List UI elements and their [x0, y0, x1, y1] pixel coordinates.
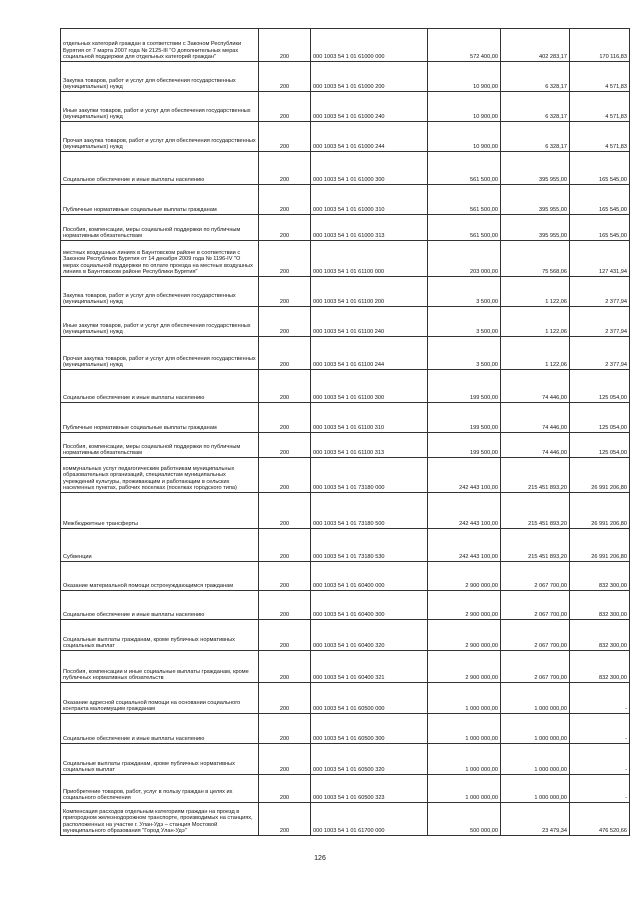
- row-code-cell: 200: [259, 92, 311, 122]
- row-code-cell: 200: [259, 591, 311, 620]
- row-approved-amount-cell: 242 443 100,00: [428, 529, 501, 562]
- row-remaining-amount-cell: 832 300,00: [570, 620, 630, 651]
- table-row: [61, 714, 630, 744]
- row-executed-amount-cell: 2 067 700,00: [501, 620, 570, 651]
- row-approved-amount-cell: 561 500,00: [428, 152, 501, 185]
- row-remaining-amount-cell: 165 545,00: [570, 185, 630, 215]
- row-name-cell: Публичные нормативные социальные выплаты гражданам: [61, 185, 259, 215]
- row-name-cell: Пособия, компенсации, меры социальной поддержки по публичным нормативным обязательствам: [61, 433, 259, 458]
- row-name-cell: Публичные нормативные социальные выплаты гражданам: [61, 403, 259, 433]
- row-code-cell: 200: [259, 562, 311, 591]
- row-executed-amount-cell: 23 479,34: [501, 803, 570, 836]
- row-classification-cell: 000 1003 54 1 01 60500 000: [311, 683, 428, 714]
- table-row: [61, 185, 630, 215]
- row-executed-amount-cell: 215 451 893,20: [501, 529, 570, 562]
- row-code-cell: 200: [259, 714, 311, 744]
- row-classification-cell: 000 1003 54 1 01 61700 000: [311, 803, 428, 836]
- row-executed-amount-cell: 215 451 893,20: [501, 493, 570, 529]
- row-classification-cell: 000 1003 54 1 01 61000 300: [311, 152, 428, 185]
- row-executed-amount-cell: 2 067 700,00: [501, 562, 570, 591]
- row-classification-cell: 000 1003 54 1 01 61100 200: [311, 277, 428, 307]
- row-name-cell: Межбюджетные трансферты: [61, 493, 259, 529]
- table-row: [61, 122, 630, 152]
- row-code-cell: 200: [259, 493, 311, 529]
- row-code-cell: 200: [259, 803, 311, 836]
- table-row: [61, 775, 630, 803]
- row-name-cell: Компенсация расходов отдельным категориям граждан на проезд в пригородном железнодорожном транспорте, производимых на станциях, расположенных на участке г. Улан-Удэ – станция Мостовой муниципального образования "Город Улан-Удэ": [61, 803, 259, 836]
- table-row: [61, 433, 630, 458]
- row-classification-cell: 000 1003 54 1 01 61000 310: [311, 185, 428, 215]
- row-code-cell: 200: [259, 152, 311, 185]
- row-approved-amount-cell: 242 443 100,00: [428, 458, 501, 493]
- table-row: [61, 493, 630, 529]
- row-name-cell: Пособия, компенсации и иные социальные выплаты гражданам, кроме публичных нормативных обязательств: [61, 651, 259, 683]
- row-classification-cell: 000 1003 54 1 01 61100 244: [311, 337, 428, 370]
- row-code-cell: 200: [259, 403, 311, 433]
- row-remaining-amount-cell: 125 054,00: [570, 433, 630, 458]
- row-remaining-amount-cell: 2 377,94: [570, 307, 630, 337]
- row-approved-amount-cell: 2 900 000,00: [428, 620, 501, 651]
- table-row: [61, 92, 630, 122]
- row-remaining-amount-cell: 26 991 206,80: [570, 529, 630, 562]
- table-row: [61, 620, 630, 651]
- row-name-cell: Субвенции: [61, 529, 259, 562]
- row-approved-amount-cell: 2 900 000,00: [428, 651, 501, 683]
- row-name-cell: Социальное обеспечение и иные выплаты населению: [61, 152, 259, 185]
- row-executed-amount-cell: 2 067 700,00: [501, 651, 570, 683]
- row-executed-amount-cell: 75 568,06: [501, 241, 570, 277]
- row-remaining-amount-cell: 170 116,83: [570, 29, 630, 62]
- row-approved-amount-cell: 199 500,00: [428, 403, 501, 433]
- row-remaining-amount-cell: -: [570, 775, 630, 803]
- row-remaining-amount-cell: 125 054,00: [570, 403, 630, 433]
- table-row: [61, 307, 630, 337]
- row-classification-cell: 000 1003 54 1 01 61100 240: [311, 307, 428, 337]
- row-classification-cell: 000 1003 54 1 01 60400 321: [311, 651, 428, 683]
- row-remaining-amount-cell: 832 300,00: [570, 562, 630, 591]
- row-name-cell: Иные закупки товаров, работ и услуг для обеспечения государственных (муниципальных) нужд: [61, 92, 259, 122]
- table-row: [61, 152, 630, 185]
- row-code-cell: 200: [259, 370, 311, 403]
- row-classification-cell: 000 1003 54 1 01 61100 310: [311, 403, 428, 433]
- row-code-cell: 200: [259, 651, 311, 683]
- row-remaining-amount-cell: 832 300,00: [570, 591, 630, 620]
- row-executed-amount-cell: 1 122,06: [501, 337, 570, 370]
- table-row: [61, 403, 630, 433]
- row-executed-amount-cell: 1 122,06: [501, 277, 570, 307]
- row-executed-amount-cell: 1 000 000,00: [501, 683, 570, 714]
- row-remaining-amount-cell: -: [570, 714, 630, 744]
- row-approved-amount-cell: 2 900 000,00: [428, 562, 501, 591]
- row-executed-amount-cell: 2 067 700,00: [501, 591, 570, 620]
- row-executed-amount-cell: 1 122,06: [501, 307, 570, 337]
- row-name-cell: Приобретение товаров, работ, услуг в пользу граждан в целях их социального обеспечения: [61, 775, 259, 803]
- row-name-cell: Закупка товаров, работ и услуг для обеспечения государственных (муниципальных) нужд: [61, 277, 259, 307]
- row-name-cell: Пособия, компенсации, меры социальной поддержки по публичным нормативным обязательствам: [61, 215, 259, 241]
- row-remaining-amount-cell: 4 571,83: [570, 62, 630, 92]
- table-row: [61, 277, 630, 307]
- row-approved-amount-cell: 1 000 000,00: [428, 683, 501, 714]
- row-code-cell: 200: [259, 744, 311, 775]
- row-executed-amount-cell: 6 328,17: [501, 92, 570, 122]
- row-executed-amount-cell: 1 000 000,00: [501, 775, 570, 803]
- row-code-cell: 200: [259, 683, 311, 714]
- row-remaining-amount-cell: 2 377,94: [570, 337, 630, 370]
- row-approved-amount-cell: 199 500,00: [428, 370, 501, 403]
- row-remaining-amount-cell: 2 377,94: [570, 277, 630, 307]
- row-approved-amount-cell: 3 500,00: [428, 307, 501, 337]
- row-code-cell: 200: [259, 529, 311, 562]
- row-approved-amount-cell: 2 900 000,00: [428, 591, 501, 620]
- row-executed-amount-cell: 74 446,00: [501, 403, 570, 433]
- row-classification-cell: 000 1003 54 1 01 60400 000: [311, 562, 428, 591]
- row-name-cell: Социальные выплаты гражданам, кроме публичных нормативных социальных выплат: [61, 744, 259, 775]
- row-classification-cell: 000 1003 54 1 01 61100 300: [311, 370, 428, 403]
- row-executed-amount-cell: 1 000 000,00: [501, 744, 570, 775]
- table-row: [61, 29, 630, 62]
- table-row: [61, 651, 630, 683]
- row-code-cell: 200: [259, 122, 311, 152]
- table-row: [61, 803, 630, 836]
- row-classification-cell: 000 1003 54 1 01 61000 313: [311, 215, 428, 241]
- row-remaining-amount-cell: 4 571,83: [570, 122, 630, 152]
- table-row: [61, 62, 630, 92]
- table-row: [61, 215, 630, 241]
- row-remaining-amount-cell: 476 520,66: [570, 803, 630, 836]
- row-remaining-amount-cell: 26 991 206,80: [570, 458, 630, 493]
- row-code-cell: 200: [259, 185, 311, 215]
- row-classification-cell: 000 1003 54 1 01 73180 500: [311, 493, 428, 529]
- row-classification-cell: 000 1003 54 1 01 61000 244: [311, 122, 428, 152]
- row-approved-amount-cell: 10 900,00: [428, 92, 501, 122]
- row-executed-amount-cell: 395 955,00: [501, 215, 570, 241]
- row-classification-cell: 000 1003 54 1 01 60500 323: [311, 775, 428, 803]
- row-executed-amount-cell: 395 955,00: [501, 152, 570, 185]
- row-classification-cell: 000 1003 54 1 01 73180 000: [311, 458, 428, 493]
- row-name-cell: Иные закупки товаров, работ и услуг для обеспечения государственных (муниципальных) нужд: [61, 307, 259, 337]
- row-remaining-amount-cell: 4 571,83: [570, 92, 630, 122]
- row-classification-cell: 000 1003 54 1 01 60400 320: [311, 620, 428, 651]
- row-approved-amount-cell: 203 000,00: [428, 241, 501, 277]
- row-code-cell: 200: [259, 277, 311, 307]
- row-approved-amount-cell: 572 400,00: [428, 29, 501, 62]
- row-executed-amount-cell: 6 328,17: [501, 62, 570, 92]
- row-classification-cell: 000 1003 54 1 01 60500 320: [311, 744, 428, 775]
- row-remaining-amount-cell: 26 991 206,80: [570, 493, 630, 529]
- row-approved-amount-cell: 10 900,00: [428, 62, 501, 92]
- row-name-cell: Прочая закупка товаров, работ и услуг для обеспечения государственных (муниципальных) нужд: [61, 337, 259, 370]
- row-name-cell: Прочая закупка товаров, работ и услуг для обеспечения государственных (муниципальных) нужд: [61, 122, 259, 152]
- row-executed-amount-cell: 74 446,00: [501, 370, 570, 403]
- page-number: 126: [314, 855, 326, 862]
- row-approved-amount-cell: 242 443 100,00: [428, 493, 501, 529]
- row-approved-amount-cell: 3 500,00: [428, 277, 501, 307]
- row-approved-amount-cell: 1 000 000,00: [428, 775, 501, 803]
- table-row: [61, 744, 630, 775]
- table-row: [61, 337, 630, 370]
- row-classification-cell: 000 1003 54 1 01 61100 313: [311, 433, 428, 458]
- row-executed-amount-cell: 1 000 000,00: [501, 714, 570, 744]
- row-executed-amount-cell: 6 328,17: [501, 122, 570, 152]
- row-approved-amount-cell: 500 000,00: [428, 803, 501, 836]
- row-approved-amount-cell: 199 500,00: [428, 433, 501, 458]
- table-row: [61, 562, 630, 591]
- row-classification-cell: 000 1003 54 1 01 61000 240: [311, 92, 428, 122]
- row-code-cell: 200: [259, 29, 311, 62]
- table-row: [61, 370, 630, 403]
- row-remaining-amount-cell: 127 431,94: [570, 241, 630, 277]
- row-remaining-amount-cell: -: [570, 744, 630, 775]
- table-row: [61, 683, 630, 714]
- row-approved-amount-cell: 1 000 000,00: [428, 714, 501, 744]
- row-remaining-amount-cell: 832 300,00: [570, 651, 630, 683]
- row-approved-amount-cell: 10 900,00: [428, 122, 501, 152]
- row-executed-amount-cell: 74 446,00: [501, 433, 570, 458]
- row-code-cell: 200: [259, 241, 311, 277]
- row-code-cell: 200: [259, 307, 311, 337]
- row-code-cell: 200: [259, 337, 311, 370]
- row-classification-cell: 000 1003 54 1 01 61100 000: [311, 241, 428, 277]
- row-approved-amount-cell: 1 000 000,00: [428, 744, 501, 775]
- row-name-cell: местных воздушных линиях в Баунтовском районе в соответствии с Законом Республики Бурятия от 14 декабря 2009 года № 1196-IV "О мерах социальной поддержки по оплате проезда на местных воздушных линиях в Баунтовском районе Республики Бурятия": [61, 241, 259, 277]
- row-classification-cell: 000 1003 54 1 01 60500 300: [311, 714, 428, 744]
- row-approved-amount-cell: 561 500,00: [428, 215, 501, 241]
- row-name-cell: Социальные выплаты гражданам, кроме публичных нормативных социальных выплат: [61, 620, 259, 651]
- row-classification-cell: 000 1003 54 1 01 60400 300: [311, 591, 428, 620]
- row-name-cell: коммунальных услуг педагогическим работникам муниципальных образовательных организаций, специалистам муниципальных учреждений культуры, проживающим и работающим в сельских населенных пунктах, рабочих поселках (поселках городского типа): [61, 458, 259, 493]
- row-executed-amount-cell: 215 451 893,20: [501, 458, 570, 493]
- row-name-cell: Социальное обеспечение и иные выплаты населению: [61, 591, 259, 620]
- row-code-cell: 200: [259, 458, 311, 493]
- row-approved-amount-cell: 561 500,00: [428, 185, 501, 215]
- row-code-cell: 200: [259, 215, 311, 241]
- table-row: [61, 529, 630, 562]
- row-classification-cell: 000 1003 54 1 01 61000 000: [311, 29, 428, 62]
- row-remaining-amount-cell: 165 545,00: [570, 215, 630, 241]
- row-code-cell: 200: [259, 620, 311, 651]
- row-code-cell: 200: [259, 62, 311, 92]
- row-name-cell: Закупка товаров, работ и услуг для обеспечения государственных (муниципальных) нужд: [61, 62, 259, 92]
- row-name-cell: Социальное обеспечение и иные выплаты населению: [61, 370, 259, 403]
- table-row: [61, 241, 630, 277]
- row-name-cell: Оказание адресной социальной помощи на основании социального контракта малоимущим гражданам: [61, 683, 259, 714]
- row-remaining-amount-cell: -: [570, 683, 630, 714]
- table-row: [61, 458, 630, 493]
- row-code-cell: 200: [259, 433, 311, 458]
- row-name-cell: Социальное обеспечение и иные выплаты населению: [61, 714, 259, 744]
- row-classification-cell: 000 1003 54 1 01 61000 200: [311, 62, 428, 92]
- row-name-cell: Оказание материальной помощи остронуждающимся гражданам: [61, 562, 259, 591]
- row-executed-amount-cell: 395 955,00: [501, 185, 570, 215]
- row-executed-amount-cell: 402 283,17: [501, 29, 570, 62]
- table-row: [61, 591, 630, 620]
- row-code-cell: 200: [259, 775, 311, 803]
- row-approved-amount-cell: 3 500,00: [428, 337, 501, 370]
- row-remaining-amount-cell: 165 545,00: [570, 152, 630, 185]
- budget-table: [60, 28, 630, 836]
- budget-table-body: [61, 29, 630, 836]
- row-classification-cell: 000 1003 54 1 01 73180 530: [311, 529, 428, 562]
- row-name-cell: отдельных категорий граждан в соответствии с Законом Республики Бурятия от 7 марта 2007 года № 2125-III "О дополнительных мерах социальной поддержки для отдельных категорий граждан": [61, 29, 259, 62]
- row-remaining-amount-cell: 125 054,00: [570, 370, 630, 403]
